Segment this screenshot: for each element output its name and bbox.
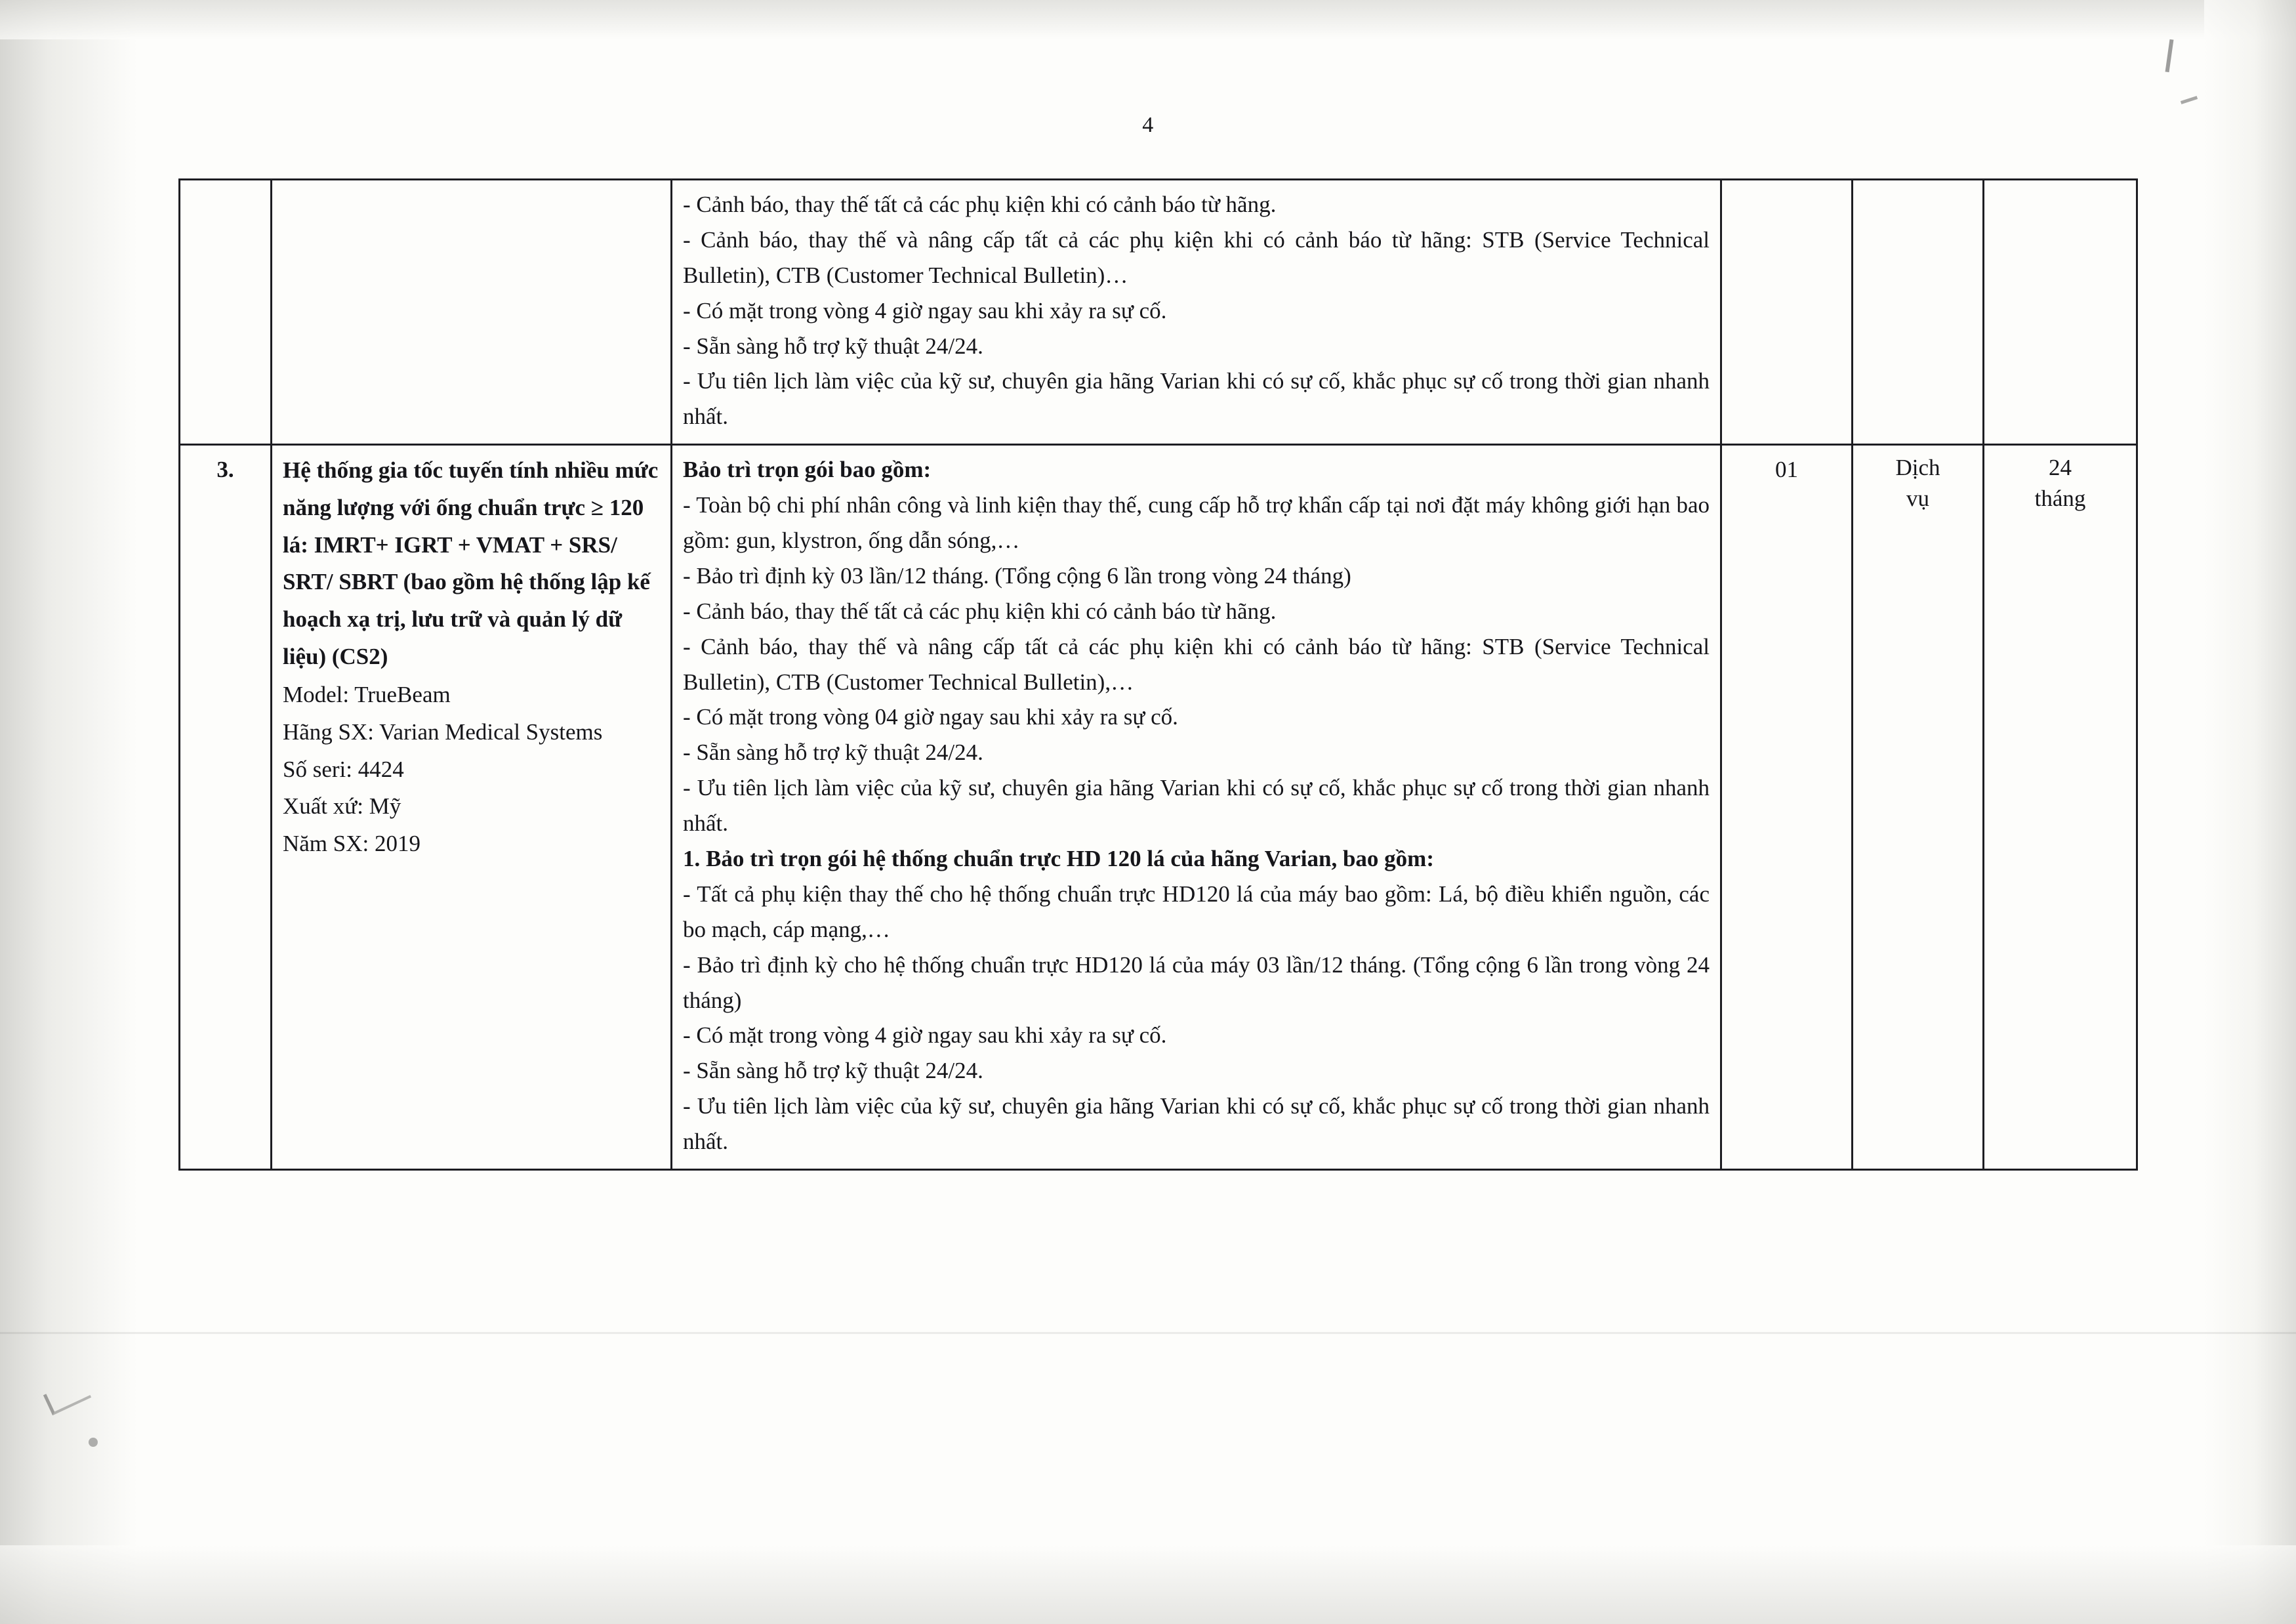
description-line: - Sẵn sàng hỗ trợ kỹ thuật 24/24. (683, 739, 983, 766)
description-line: - Cảnh báo, thay thế tất cả các phụ kiện khi có cảnh báo từ hãng. (683, 192, 1277, 217)
description-line: - Bảo trì định kỳ 03 lần/12 tháng. (Tổng cộng 6 lần trong vòng 24 tháng) (683, 562, 1351, 589)
description-line: - Ưu tiên lịch làm việc của kỹ sư, chuyên gia hãng Varian khi có sự cố, khắc phục sự cố trong thời gian nhanh nhất. (683, 368, 1710, 430)
description-line: - Ưu tiên lịch làm việc của kỹ sư, chuyên gia hãng Varian khi có sự cố, khắc phục sự cố trong thời gian nhanh nhất. (683, 775, 1710, 837)
quantity-cell: 01 (1721, 445, 1853, 1170)
scan-artifact-mark (89, 1438, 98, 1447)
specification-table (178, 178, 2138, 1171)
quantity-cell (1721, 180, 1853, 445)
row-index-cell (180, 180, 272, 445)
item-year: Năm SX: 2019 (283, 831, 420, 857)
duration-cell (1984, 445, 2137, 1170)
item-origin: Xuất xứ: Mỹ (283, 793, 401, 820)
scan-shadow-top (0, 0, 2296, 39)
description-heading: Bảo trì trọn gói bao gồm: (683, 457, 932, 483)
description-line: - Sẵn sàng hỗ trợ kỹ thuật 24/24. (683, 1058, 983, 1084)
description-line: - Tất cả phụ kiện thay thế cho hệ thống chuẩn trực HD120 lá của máy bao gồm: Lá, bộ điều khiển nguồn, các bo mạch, cáp mạng,… (683, 881, 1710, 942)
duration-line-1: 24 (2049, 455, 2072, 481)
scan-artifact-mark (2165, 39, 2174, 72)
description-line: - Ưu tiên lịch làm việc của kỹ sư, chuyên gia hãng Varian khi có sự cố, khắc phục sự cố trong thời gian nhanh nhất. (683, 1093, 1710, 1155)
item-name-title: Hệ thống gia tốc tuyến tính nhiều mức năng lượng với ống chuẩn trực ≥ 120 lá: IMRT+ IGRT + VMAT + SRS/ SRT/ SBRT (bao gồm hệ thống lập kế hoạch xạ trị, lưu trữ và quản lý dữ liệu) (CS2) (283, 457, 659, 669)
description-line: - Có mặt trong vòng 4 giờ ngay sau khi xảy ra sự cố. (683, 297, 1167, 323)
item-manufacturer: Hãng SX: Varian Medical Systems (283, 719, 603, 745)
description-line: - Cảnh báo, thay thế và nâng cấp tất cả các phụ kiện khi có cảnh báo từ hãng: STB (Service Technical Bulletin), CTB (Customer Technical Bulletin)… (683, 226, 1710, 288)
description-line: - Toàn bộ chi phí nhân công và linh kiện thay thế, cung cấp hỗ trợ khẩn cấp tại nơi đặt máy không giới hạn bao gồm: gun, klystron, ống dẫn sóng,… (683, 492, 1710, 554)
item-model: Model: TrueBeam (283, 682, 451, 708)
description-line: - Cảnh báo, thay thế tất cả các phụ kiện khi có cảnh báo từ hãng. (683, 598, 1277, 624)
scan-artifact-mark (43, 1377, 91, 1415)
unit-cell (1853, 180, 1984, 445)
scan-shadow-bottom (0, 1545, 2296, 1624)
unit-cell (1853, 445, 1984, 1170)
description-line: - Cảnh báo, thay thế và nâng cấp tất cả các phụ kiện khi có cảnh báo từ hãng: STB (Service Technical Bulletin), CTB (Customer Technical Bulletin),… (683, 633, 1710, 695)
description-line: - Bảo trì định kỳ cho hệ thống chuẩn trực HD120 lá của máy 03 lần/12 tháng. (Tổng cộng 6 lần trong vòng 24 tháng) (683, 951, 1710, 1013)
description-heading: 1. Bảo trì trọn gói hệ thống chuẩn trực HD 120 lá của hãng Varian, bao gồm: (683, 846, 1434, 872)
item-description-cell (672, 445, 1721, 1170)
description-line: - Có mặt trong vòng 04 giờ ngay sau khi xảy ra sự cố. (683, 704, 1178, 730)
description-line: - Có mặt trong vòng 4 giờ ngay sau khi xảy ra sự cố. (683, 1022, 1167, 1049)
scan-artifact-mark (2181, 96, 2198, 104)
unit-line-1: Dịch (1895, 455, 1940, 481)
paper-fold-line (0, 1332, 2296, 1334)
duration-line-2: tháng (2034, 486, 2086, 512)
scan-shadow-right (2204, 0, 2296, 1624)
description-line: - Sẵn sàng hỗ trợ kỹ thuật 24/24. (683, 333, 983, 359)
item-name-cell (272, 180, 672, 445)
row-index-cell: 3. (180, 445, 272, 1170)
unit-line-2: vụ (1906, 486, 1929, 512)
page-number: 4 (1142, 113, 1154, 137)
duration-cell (1984, 180, 2137, 445)
table-row (180, 445, 2137, 1170)
table-row (180, 180, 2137, 445)
item-description-cell (672, 180, 1721, 445)
item-serial: Số seri: 4424 (283, 756, 404, 782)
item-name-cell (272, 445, 672, 1170)
scan-shadow-left (0, 0, 138, 1624)
